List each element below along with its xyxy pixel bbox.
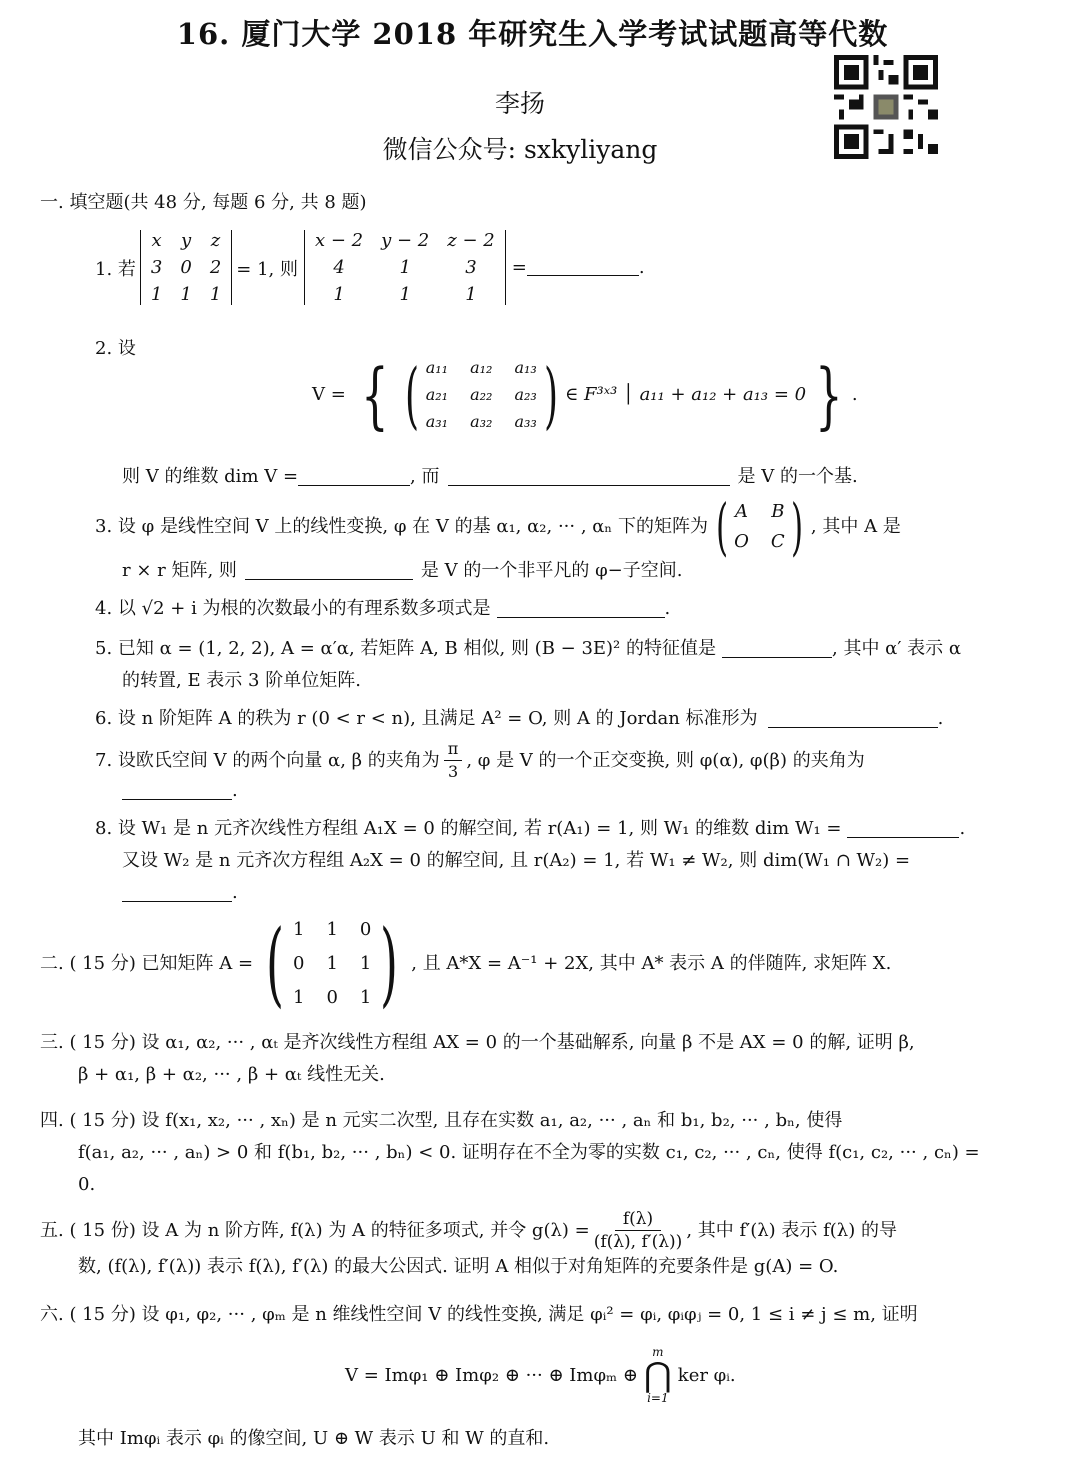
question-8-line-1 — [95, 818, 965, 840]
frac-numerator: f(λ) — [615, 1208, 661, 1231]
answer-blank — [122, 885, 232, 902]
q6-end: . — [937, 708, 944, 729]
question-7-line-2 — [122, 780, 238, 802]
s5-line1a: 五. ( 15 份) 设 A 为 n 阶方阵, f(λ) 为 A 的特征多项式, 并令 g(λ) = — [40, 1219, 590, 1241]
q7-fraction — [444, 738, 463, 783]
matrix-cell: 1 — [359, 987, 372, 1008]
matrix-cell: 0 — [293, 953, 305, 974]
matrix-cell: a₃₂ — [470, 412, 493, 431]
q2-label: 2. 设 — [95, 338, 136, 359]
determinant-1 — [140, 230, 232, 305]
matrix-cell: a₁₂ — [470, 358, 493, 377]
matrix-cell: A — [735, 501, 749, 522]
matrix-cell: a₂₂ — [470, 385, 493, 404]
matrix-cell: B — [771, 501, 785, 522]
matrix-cell: a₂₃ — [514, 385, 537, 404]
s6-formula-left: V = Imφ₁ ⊕ Imφ₂ ⊕ ··· ⊕ Imφₘ ⊕ — [345, 1364, 638, 1386]
det-cell: 1 — [150, 284, 163, 305]
q1-equals: = 1, 则 — [236, 258, 298, 280]
q4-text: 4. 以 √2 + i 为根的次数最小的有理系数多项式是 — [95, 598, 491, 619]
s5-line1b: , 其中 f′(λ) 表示 f(λ) 的导 — [686, 1219, 897, 1241]
matrix-cell: 0 — [326, 987, 338, 1008]
s6-formula-right: ker φᵢ. — [677, 1364, 736, 1386]
q2-line2c: 是 V 的一个基. — [737, 466, 858, 487]
answer-blank — [122, 783, 232, 800]
det-cell: 1 — [399, 284, 411, 305]
det-cell: x — [151, 230, 162, 251]
matrix-cell: a₂₁ — [425, 385, 449, 404]
q3-line2a: r × r 矩阵, 则 — [122, 560, 237, 581]
q1-end: . — [638, 257, 645, 278]
matrix-cell: 1 — [359, 953, 372, 974]
det-cell: 1 — [333, 284, 345, 305]
det-cell: 1 — [399, 257, 411, 278]
q8-line1b: . — [959, 818, 966, 839]
q2-matrix: ( a₁₁ a₁₂ a₁₃ a₂₁ a₂₂ a₂₃ a₃₁ a₃₂ a₃₃ ) — [404, 352, 558, 437]
page-title: 16. 厦门大学 2018 年研究生入学考试试题高等代数 — [176, 17, 889, 51]
matrix-cell: C — [770, 531, 785, 552]
matrix-cell: 1 — [293, 987, 305, 1008]
q3-line2b: 是 V 的一个非平凡的 φ−子空间. — [420, 560, 683, 581]
qr-code-icon — [834, 55, 938, 159]
question-2-line-2 — [122, 466, 858, 488]
wechat-id: 微信公众号: sxkyliyang — [382, 135, 658, 164]
s4-line2: f(a₁, a₂, ··· , aₙ) > 0 和 f(b₁, b₂, ··· , bₙ) < 0. 证明存在不全为零的实数 c₁, c₂, ··· , cₙ, 使得 f(c₁, c₂, ··· , cₙ) = — [78, 1142, 980, 1163]
q3-line1a: 3. 设 φ 是线性空间 V 上的线性变换, φ 在 V 的基 α₁, α₂, ··· , αₙ 下的矩阵为 — [95, 516, 708, 537]
matrix-cell: a₁₃ — [514, 358, 537, 377]
s6-line1: 六. ( 15 分) 设 φ₁, φ₂, ··· , φₘ 是 n 维线性空间 V 的线性变换, 满足 φᵢ² = φᵢ, φᵢφⱼ = 0, 1 ≤ i ≠ j ≤ m, 证明 — [40, 1304, 918, 1325]
answer-blank — [768, 711, 938, 728]
frac-denominator: 3 — [447, 762, 459, 781]
det-cell: x − 2 — [314, 230, 364, 251]
matrix-cell: O — [734, 531, 749, 552]
cap-upper: m — [652, 1345, 664, 1359]
big-cap — [644, 1346, 672, 1404]
q5-line1b: , 其中 α′ 表示 α — [832, 638, 962, 659]
s6-formula — [345, 1346, 736, 1404]
det-cell: 4 — [333, 257, 345, 278]
answer-blank — [298, 469, 410, 486]
section-2 — [40, 910, 892, 1017]
q8-end: . — [232, 882, 238, 903]
s2-suffix: , 且 A*X = A⁻¹ + 2X, 其中 A* 表示 A 的伴随阵, 求矩阵 X. — [411, 953, 892, 974]
section-1-heading: 一. 填空题(共 48 分, 每题 6 分, 共 8 题) — [40, 192, 367, 213]
matrix-cell: a₃₃ — [514, 412, 537, 431]
question-8-line-3 — [122, 882, 238, 904]
question-7-line-1 — [95, 738, 865, 783]
det-cell: 1 — [465, 284, 477, 305]
det-cell: z — [210, 230, 221, 251]
q1-label: 1. 若 — [95, 258, 136, 280]
section-5-line-1 — [40, 1208, 897, 1253]
q2-set-condition: ∈ F³ˣ³ │ a₁₁ + a₁₂ + a₁₃ = 0 — [564, 384, 807, 405]
q1-equals-2: = — [511, 257, 527, 278]
s5-fraction — [594, 1208, 683, 1253]
q3-block-matrix: ( A B O C ) — [716, 490, 803, 563]
q4-end: . — [664, 598, 671, 619]
q7-end: . — [232, 780, 238, 801]
det-cell: 3 — [465, 257, 477, 278]
s3-line1: 三. ( 15 分) 设 α₁, α₂, ··· , αₜ 是齐次线性方程组 AX = 0 的一个基础解系, 向量 β 不是 AX = 0 的解, 证明 β, — [40, 1032, 915, 1053]
q6-text: 6. 设 n 阶矩阵 A 的秩为 r (0 < r < n), 且满足 A² = O, 则 A 的 Jordan 标准形为 — [95, 708, 758, 729]
answer-blank — [245, 563, 413, 580]
s5-line2: 数, (f(λ), f′(λ)) 表示 f(λ), f′(λ) 的最大公因式. 证明 A 相似于对角矩阵的充要条件是 g(A) = O. — [78, 1256, 839, 1277]
matrix-cell: a₃₁ — [425, 412, 449, 431]
question-3-line-2 — [122, 560, 682, 582]
det-cell: z − 2 — [447, 230, 495, 251]
question-4 — [95, 598, 670, 620]
det-cell: y — [181, 230, 192, 251]
answer-blank — [497, 601, 665, 618]
q8-line1a: 8. 设 W₁ 是 n 元齐次线性方程组 A₁X = 0 的解空间, 若 r(A₁) = 1, 则 W₁ 的维数 dim W₁ = — [95, 818, 842, 839]
matrix-cell: a₁₁ — [425, 358, 449, 377]
det-cell: 3 — [150, 257, 163, 278]
s4-line3: 0. — [78, 1174, 96, 1195]
answer-blank — [847, 821, 959, 838]
author-name: 李扬 — [494, 89, 545, 118]
q8-line2: 又设 W₂ 是 n 元齐次方程组 A₂X = 0 的解空间, 且 r(A₂) = 1, 若 W₁ ≠ W₂, 则 dim(W₁ ∩ W₂) = — [122, 850, 911, 871]
matrix-cell: 0 — [359, 919, 372, 940]
s4-line1: 四. ( 15 分) 设 f(x₁, x₂, ··· , xₙ) 是 n 元实二次型, 且存在实数 a₁, a₂, ··· , aₙ 和 b₁, b₂, ··· , bₙ, 使得 — [40, 1110, 843, 1131]
q2-line2a: 则 V 的维数 dim V = — [122, 466, 299, 487]
frac-denominator: (f(λ), f′(λ)) — [593, 1232, 683, 1252]
matrix-cell: 1 — [326, 953, 338, 974]
question-6 — [95, 708, 943, 730]
det-cell: 0 — [180, 257, 192, 278]
answer-blank — [448, 469, 730, 486]
q2-line2b: , 而 — [410, 466, 440, 487]
matrix-cell: 1 — [293, 919, 305, 940]
q2-v-prefix: V = — [312, 384, 346, 405]
question-2-set: V = { ( a₁₁ a₁₂ a₁₃ a₂₁ a₂₂ a₂₃ a₃₁ a₃₂ a₃₃ ) ∈ F³ˣ³ │ a₁₁ + a₁₂ + a₁₃ = 0 } . — [312, 352, 858, 437]
q5-line1a: 5. 已知 α = (1, 2, 2), A = α′α, 若矩阵 A, B 相似, 则 (B − 3E)² 的特征值是 — [95, 638, 716, 659]
cap-lower: i=1 — [647, 1391, 669, 1405]
q7-line1a: 7. 设欧氏空间 V 的两个向量 α, β 的夹角为 — [95, 749, 440, 771]
question-5-line-1 — [95, 638, 961, 660]
q7-line1b: , φ 是 V 的一个正交变换, 则 φ(α), φ(β) 的夹角为 — [466, 749, 865, 771]
s6-line3: 其中 Imφᵢ 表示 φᵢ 的像空间, U ⊕ W 表示 U 和 W 的直和. — [78, 1428, 550, 1449]
det-cell: 1 — [180, 284, 192, 305]
answer-blank — [527, 259, 639, 276]
q5-line2: 的转置, E 表示 3 阶单位矩阵. — [122, 670, 361, 691]
det-cell: 2 — [209, 257, 222, 278]
s2-matrix: ( 1 1 0 0 1 1 1 0 1 ) — [266, 910, 399, 1017]
q3-line1b: , 其中 A 是 — [810, 516, 901, 537]
det-cell: 1 — [209, 284, 222, 305]
determinant-2 — [304, 230, 506, 305]
cap-symbol: ⋂ — [643, 1355, 672, 1395]
question-1 — [95, 230, 645, 305]
det-cell: y − 2 — [381, 230, 430, 251]
s3-line2: β + α₁, β + α₂, ··· , β + αₜ 线性无关. — [78, 1064, 385, 1085]
question-3-line-1 — [95, 490, 901, 563]
frac-numerator: π — [444, 738, 463, 761]
matrix-cell: 1 — [326, 919, 338, 940]
s2-prefix: 二. ( 15 分) 已知矩阵 A = — [40, 953, 254, 974]
q2-set-end: . — [851, 384, 858, 405]
answer-blank — [722, 641, 832, 658]
